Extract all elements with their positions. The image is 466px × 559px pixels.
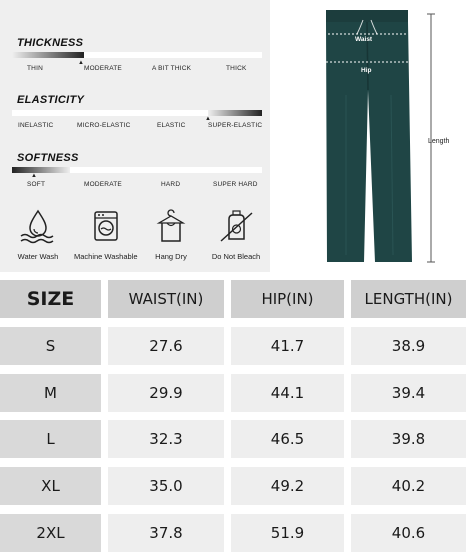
softness-title: SOFTNESS [17, 152, 79, 164]
waist-label: Waist [355, 36, 373, 43]
care-water-wash [7, 208, 69, 261]
water-wash-icon [18, 208, 58, 246]
header-hip: HIP(IN) [231, 280, 344, 318]
elasticity-fill [208, 110, 262, 116]
softness-level-super-hard: SUPER HARD [213, 181, 258, 188]
thickness-marker-icon: ▲ [78, 60, 84, 66]
length-cell-l: 39.8 [351, 420, 466, 458]
length-cell-xl: 40.2 [351, 467, 466, 505]
waist-cell-l: 32.3 [108, 420, 224, 458]
size-cell-m: M [0, 374, 101, 412]
care-hang-dry [140, 208, 202, 261]
hip-cell-2xl: 51.9 [231, 514, 344, 552]
care-no-bleach [205, 208, 267, 261]
softness-level-moderate: MODERATE [84, 181, 122, 188]
hip-cell-m: 44.1 [231, 374, 344, 412]
length-cell-s: 38.9 [351, 327, 466, 365]
washing-machine-icon [85, 208, 125, 246]
elasticity-bar [12, 110, 262, 116]
length-label: Length [428, 138, 450, 145]
elasticity-marker-icon: ▲ [205, 116, 211, 122]
waist-cell-2xl: 37.8 [108, 514, 224, 552]
softness-level-soft: SOFT [27, 181, 46, 188]
waist-cell-s: 27.6 [108, 327, 224, 365]
elasticity-level-micro-elastic: MICRO-ELASTIC [77, 122, 131, 129]
size-cell-s: S [0, 327, 101, 365]
header-waist: WAIST(IN) [108, 280, 224, 318]
hip-cell-s: 41.7 [231, 327, 344, 365]
thickness-fill [12, 52, 84, 58]
length-cell-m: 39.4 [351, 374, 466, 412]
thickness-level-a-bit-thick: A BIT THICK [152, 65, 192, 72]
softness-fill [12, 167, 70, 173]
product-image [276, 0, 466, 272]
size-cell-xl: XL [0, 467, 101, 505]
softness-bar [12, 167, 262, 173]
care-label-water-wash: Water Wash [17, 252, 59, 261]
size-chart-table [0, 278, 466, 559]
length-cell-2xl: 40.6 [351, 514, 466, 552]
size-cell-2xl: 2XL [0, 514, 101, 552]
fabric-attributes-panel [0, 0, 270, 272]
header-size: SIZE [0, 280, 101, 318]
elasticity-level-super-elastic: SUPER-ELASTIC [208, 122, 263, 129]
size-cell-l: L [0, 420, 101, 458]
care-machine-washable [74, 208, 136, 261]
header-length: LENGTH(IN) [351, 280, 466, 318]
care-label-hang-dry: Hang Dry [155, 252, 187, 261]
softness-level-hard: HARD [161, 181, 181, 188]
thickness-level-thick: THICK [226, 65, 247, 72]
hang-dry-icon [151, 208, 191, 246]
elasticity-title: ELASTICITY [17, 94, 85, 106]
softness-marker-icon: ▲ [31, 173, 37, 179]
hip-cell-l: 46.5 [231, 420, 344, 458]
elasticity-level-elastic: ELASTIC [157, 122, 186, 129]
hip-label: Hip [361, 67, 372, 74]
elasticity-level-inelastic: INELASTIC [18, 122, 54, 129]
waist-cell-m: 29.9 [108, 374, 224, 412]
thickness-bar [12, 52, 262, 58]
care-label-no-bleach: Do Not Bleach [211, 252, 261, 261]
care-label-machine-washable: Machine Washable [74, 252, 138, 261]
thickness-level-moderate: MODERATE [84, 65, 122, 72]
no-bleach-icon [216, 208, 256, 246]
thickness-level-thin: THIN [27, 65, 43, 72]
waist-cell-xl: 35.0 [108, 467, 224, 505]
thickness-title: THICKNESS [17, 37, 84, 49]
hip-cell-xl: 49.2 [231, 467, 344, 505]
